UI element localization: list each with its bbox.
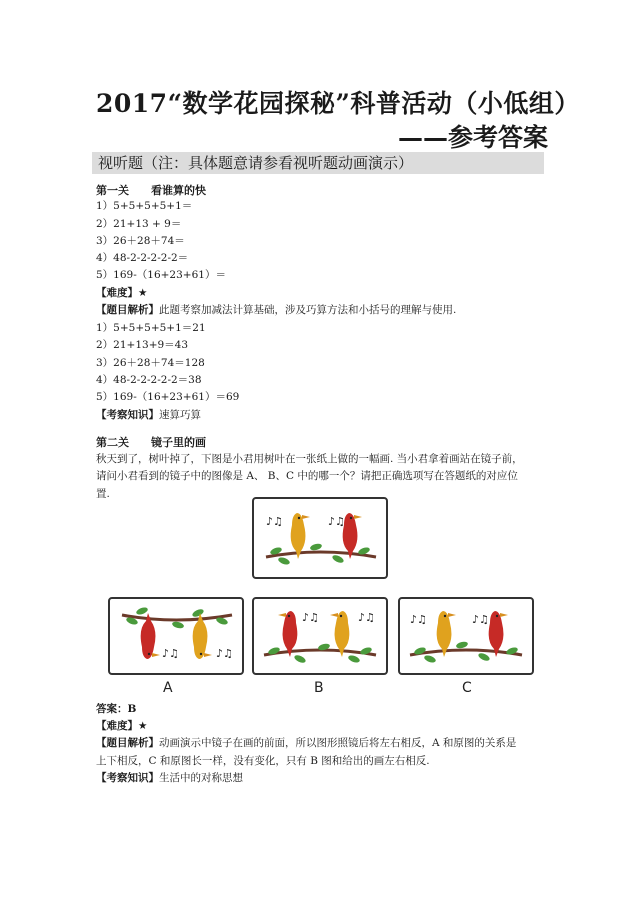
star-icon: ★ bbox=[138, 720, 148, 732]
q2-knowledge-text: 生活中的对称思想 bbox=[159, 772, 243, 784]
q1-difficulty bbox=[96, 286, 147, 300]
q2-text-line-1: 秋天到了，树叶掉了，下图是小君用树叶在一张纸上做的一幅画. 当小君拿着画站在镜子前， bbox=[96, 453, 523, 465]
q2-analysis-text-1: 动画演示中镜子在画的前面，所以图形照镜后将左右相反，A 和原图的关系是 bbox=[159, 737, 517, 749]
q2-difficulty bbox=[96, 719, 147, 733]
q1-item-3: 3）26＋28＋74＝ bbox=[96, 235, 185, 247]
q2-answer-value: B bbox=[127, 703, 137, 715]
option-b-label: B bbox=[314, 680, 324, 696]
option-b-bird-illustration bbox=[254, 599, 386, 673]
q2-knowledge-label: 【考察知识】 bbox=[96, 772, 159, 784]
q2-analysis-line-1 bbox=[96, 736, 516, 750]
q1-heading bbox=[96, 182, 206, 198]
q1-knowledge-text: 速算巧算 bbox=[159, 409, 201, 421]
option-a-bird-illustration bbox=[110, 599, 242, 673]
q2-knowledge bbox=[96, 771, 243, 785]
q1-heading-number: 第一关 bbox=[96, 184, 129, 197]
q1-item-4: 4）48-2-2-2-2-2＝ bbox=[96, 252, 189, 264]
q2-analysis-label: 【题目解析】 bbox=[96, 737, 159, 749]
section-header-bar: 视听题（注：具体题意请参看视听题动画演示） bbox=[92, 152, 544, 174]
q1-analysis-text: 此题考察加减法计算基础，涉及巧算方法和小括号的理解与使用. bbox=[159, 304, 457, 316]
q1-analysis-label: 【题目解析】 bbox=[96, 304, 159, 316]
q1-answer-5: 5）169-（16+23+61）＝69 bbox=[96, 391, 240, 403]
original-picture bbox=[252, 497, 388, 579]
q2-text-line-2: 请问小君看到的镜子中的图像是 A、 B、C 中的哪一个？请把正确选项写在答题纸的对应位 bbox=[96, 470, 518, 482]
option-c-label: C bbox=[462, 680, 472, 696]
q1-heading-title: 看谁算的快 bbox=[151, 184, 206, 197]
q1-knowledge bbox=[96, 408, 201, 422]
star-icon: ★ bbox=[138, 287, 148, 299]
q1-answer-4: 4）48-2-2-2-2-2＝38 bbox=[96, 374, 202, 386]
option-a-picture bbox=[108, 597, 244, 675]
original-bird-illustration bbox=[254, 499, 386, 577]
q2-answer bbox=[96, 702, 136, 716]
q1-item-5: 5）169-（16+23+61）＝ bbox=[96, 269, 226, 281]
q1-answer-3: 3）26＋28＋74＝128 bbox=[96, 357, 205, 369]
q1-analysis bbox=[96, 303, 456, 317]
option-a-label: A bbox=[163, 680, 173, 696]
q2-answer-label: 答案： bbox=[96, 703, 128, 715]
q1-item-1: 1）5+5+5+5+1＝ bbox=[96, 200, 193, 212]
q1-item-2: 2）21+13 + 9＝ bbox=[96, 218, 182, 230]
option-c-picture bbox=[398, 597, 534, 675]
q2-heading bbox=[96, 434, 206, 450]
q1-answer-1: 1）5+5+5+5+1＝21 bbox=[96, 322, 206, 334]
q2-analysis-line-2: 上下相反，C 和原图长一样，没有变化，只有 B 图和给出的画左右相反. bbox=[96, 755, 430, 767]
q2-heading-title: 镜子里的画 bbox=[151, 436, 206, 449]
option-c-bird-illustration bbox=[400, 599, 532, 673]
q1-knowledge-label: 【考察知识】 bbox=[96, 409, 159, 421]
q2-heading-number: 第二关 bbox=[96, 436, 129, 449]
q2-difficulty-label: 【难度】 bbox=[96, 720, 138, 732]
q1-answer-2: 2）21+13+9＝43 bbox=[96, 339, 189, 351]
q2-text-line-3: 置. bbox=[96, 488, 110, 500]
q1-difficulty-label: 【难度】 bbox=[96, 287, 138, 299]
option-b-picture bbox=[252, 597, 388, 675]
document-title: 2017“数学花园探秘”科普活动（小低组） bbox=[96, 89, 580, 118]
document-subtitle: ——参考答案 bbox=[397, 123, 548, 152]
